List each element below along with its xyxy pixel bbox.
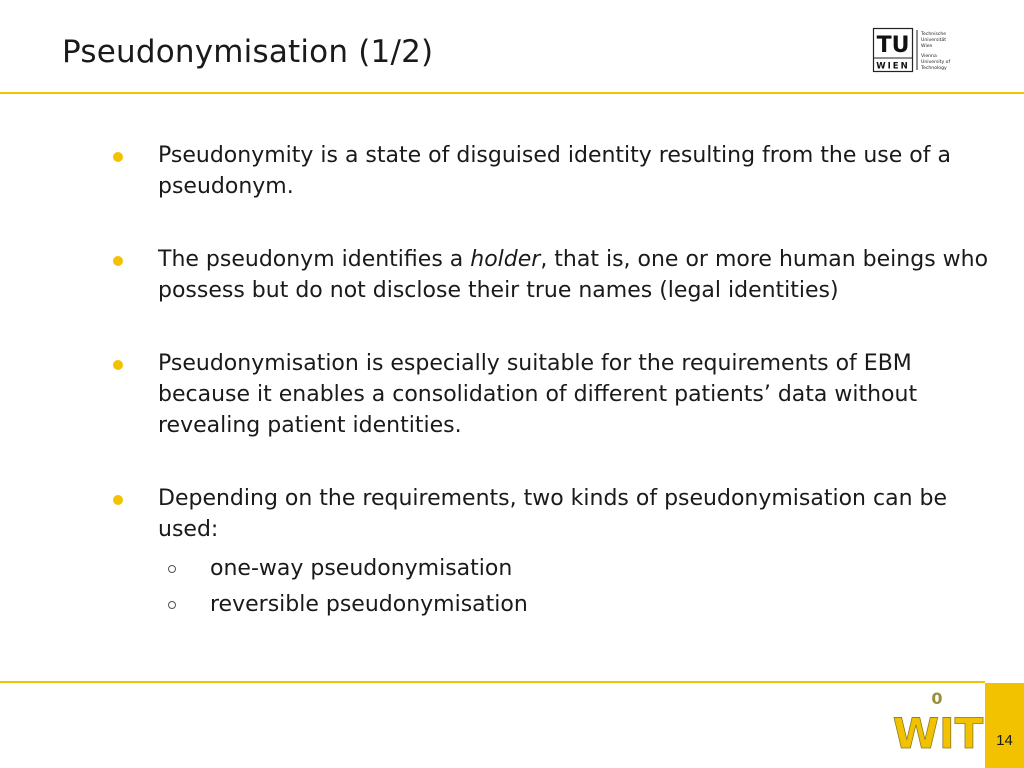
- sub-bullet-text: reversible pseudonymisation: [210, 592, 528, 617]
- slide-title: Pseudonymisation (1/2): [62, 34, 434, 70]
- hollow-circle-icon: [168, 565, 176, 573]
- bullet-dot-icon: [113, 495, 123, 505]
- bullet-text: Pseudonymisation is especially suitable for the requirements of EBM because it enables a consolidation of different patients’ data without revealing patient identities.: [158, 351, 918, 438]
- tu-logo-line: Vienna: [921, 54, 937, 59]
- tu-logo-line: Technische: [921, 32, 947, 37]
- corner-accent-bar: [985, 683, 1024, 768]
- hollow-circle-icon: [168, 601, 176, 609]
- bullet-text: , that is, one or more human beings who possess but do not disclose their true names (legal identities): [158, 247, 989, 303]
- sub-bullet-text: one-way pseudonymisation: [210, 556, 513, 581]
- sub-bullet-list: [158, 551, 990, 623]
- bullet-dot-icon: [113, 256, 123, 266]
- bullet-list: [110, 140, 990, 623]
- bullet-dot-icon: [113, 360, 123, 370]
- tu-logo-mark: TU: [876, 33, 910, 58]
- sub-bullet-item: [158, 587, 990, 623]
- tu-logo-line: University of: [921, 60, 951, 65]
- tu-logo-line: Technology: [921, 66, 947, 71]
- bullet-item: [110, 244, 990, 306]
- bullet-item: [110, 348, 990, 441]
- page-number: 14: [996, 732, 1013, 749]
- tu-wien-logo: [873, 28, 965, 72]
- tu-logo-line: Universität: [921, 38, 947, 43]
- bullet-emphasis: holder: [470, 247, 541, 272]
- sub-bullet-item: [158, 551, 990, 587]
- bullet-text: Depending on the requirements, two kinds of pseudonymisation can be used:: [158, 486, 948, 542]
- wit-logo: [892, 688, 984, 758]
- bullet-item: [110, 483, 990, 623]
- tu-logo-wien: WIEN: [876, 61, 910, 72]
- bullet-dot-icon: [113, 152, 123, 162]
- header-divider: [0, 92, 1024, 94]
- tu-logo-line: Wien: [921, 44, 933, 49]
- wit-logo-text: WIT: [892, 709, 984, 758]
- footer-divider: [0, 681, 985, 683]
- bullet-text: The pseudonym identifies a: [158, 247, 471, 272]
- bullet-text: Pseudonymity is a state of disguised identity resulting from the use of a pseudonym.: [158, 143, 951, 199]
- wit-logo-small: 0: [931, 689, 943, 708]
- bullet-item: [110, 140, 990, 202]
